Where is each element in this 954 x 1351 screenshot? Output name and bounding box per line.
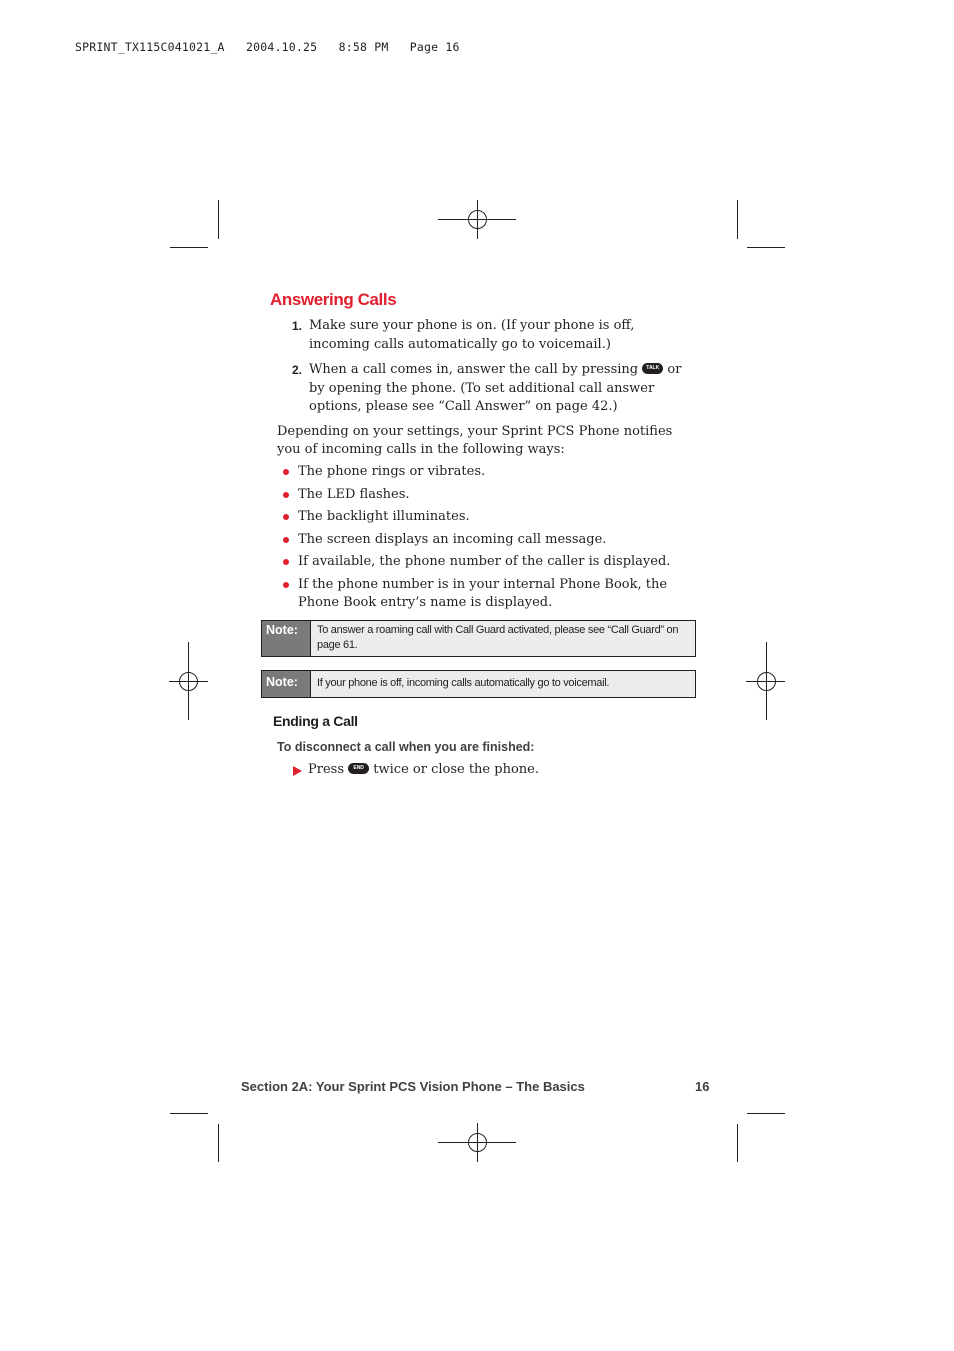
- crop-mark: [170, 247, 208, 248]
- list-item: The screen displays an incoming call message.: [298, 532, 607, 547]
- crop-mark: [170, 1113, 208, 1114]
- registration-mark-icon: [438, 1123, 518, 1163]
- crop-mark: [737, 200, 738, 239]
- talk-key-icon: TALK: [642, 363, 663, 374]
- step-text-part: or by opening the phone. (To set additional call answer options, please see “Call Answer” on page 42.): [309, 362, 682, 414]
- list-item: If available, the phone number of the caller is displayed.: [298, 554, 671, 569]
- list-item: The backlight illuminates.: [298, 509, 470, 524]
- note-text: To answer a roaming call with Call Guard activated, please see “Call Guard” on page 61.: [317, 624, 679, 651]
- step-text: [309, 317, 699, 354]
- procedure-step-part: twice or close the phone.: [373, 762, 539, 777]
- note-box: [261, 620, 696, 657]
- step-text-part: Make sure your phone is on. (If your phone is off, incoming calls automatically go to voicemail.): [309, 318, 635, 352]
- footer-page-number: 16: [695, 1079, 710, 1094]
- step-number: 2.: [292, 363, 303, 377]
- registration-mark-icon: [438, 200, 518, 240]
- arrow-right-icon: [293, 766, 302, 776]
- list-item: The phone rings or vibrates.: [298, 464, 486, 479]
- footer-section-title: Section 2A: Your Sprint PCS Vision Phone – The Basics: [241, 1079, 585, 1094]
- bullet-icon: [283, 492, 289, 498]
- list-item: If the phone number is in your internal Phone Book, the Phone Book entry’s name is displayed.: [298, 577, 668, 610]
- section-heading: Answering Calls: [270, 290, 397, 309]
- crop-mark: [218, 1124, 219, 1162]
- crop-mark: [747, 1113, 785, 1114]
- crop-mark: [737, 1124, 738, 1162]
- note-label: Note:: [262, 621, 311, 656]
- procedure-step: [308, 761, 688, 779]
- procedure-step-part: Press: [308, 762, 344, 777]
- list-item: The LED flashes.: [298, 487, 410, 502]
- print-slug: SPRINT_TX115C041021_A 2004.10.25 8:58 PM Page 16: [75, 40, 460, 54]
- end-key-icon: END: [348, 763, 369, 774]
- note-label: Note:: [262, 671, 311, 697]
- note-text: If your phone is off, incoming calls automatically go to voicemail.: [317, 677, 610, 689]
- bullet-icon: [283, 582, 289, 588]
- registration-mark-icon: [169, 642, 209, 722]
- note-box: [261, 670, 696, 698]
- bullet-icon: [283, 514, 289, 520]
- crop-mark: [747, 247, 785, 248]
- registration-mark-icon: [746, 642, 786, 722]
- bullet-icon: [283, 559, 289, 565]
- subsection-heading: Ending a Call: [273, 713, 358, 729]
- bullet-icon: [283, 469, 289, 475]
- crop-mark: [218, 200, 219, 239]
- step-number: 1.: [292, 319, 303, 333]
- intro-paragraph: Depending on your settings, your Sprint PCS Phone notifies you of incoming calls in the following ways:: [277, 424, 673, 457]
- step-text: [309, 361, 699, 417]
- procedure-heading: To disconnect a call when you are finished:: [277, 740, 535, 754]
- bullet-icon: [283, 537, 289, 543]
- step-text-part: When a call comes in, answer the call by pressing: [309, 362, 639, 377]
